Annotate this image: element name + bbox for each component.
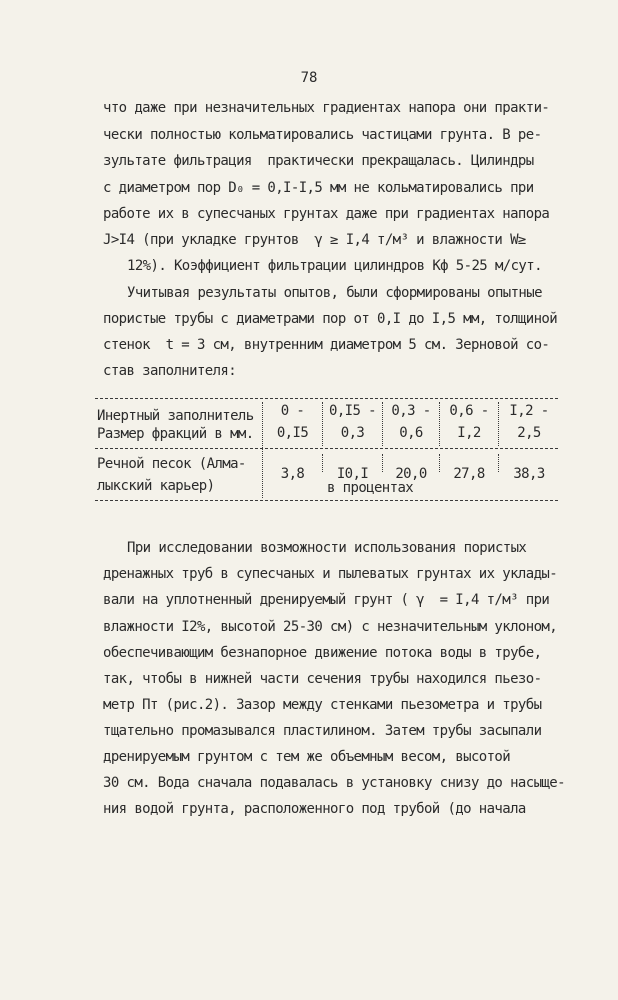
fraction-range-bottom: 0,I5: [276, 425, 309, 441]
column-divider: [382, 402, 383, 446]
column-divider: [498, 402, 499, 446]
fraction-range-top: 0,6 -: [449, 403, 489, 419]
column-divider: [498, 454, 499, 472]
column-divider: [262, 402, 263, 498]
text-line: дренажных труб в супесчаных и пылеватых грунтах их уклады-: [103, 566, 558, 582]
table-header-rule: [95, 448, 558, 449]
text-line: так, чтобы в нижней части сечения трубы находился пьезо-: [103, 671, 542, 687]
percent-value: I0,I: [336, 466, 369, 482]
text-line: тщательно промазывался пластилином. Затем трубы засыпали: [103, 723, 542, 739]
fraction-range-top: 0 -: [280, 403, 305, 419]
text-line: ния водой грунта, расположенного под трубой (до начала: [103, 801, 526, 817]
unit-note: в процентах: [327, 480, 414, 496]
table-row-label: Речной песок (Алма-: [97, 456, 246, 472]
percent-value: 38,3: [513, 466, 545, 482]
text-line: 12%). Коэффициент фильтрации цилиндров Кф 5-25 м/сут.: [127, 258, 542, 274]
text-line: влажности I2%, высотой 25-30 см) с незначительным уклоном,: [103, 619, 558, 635]
fraction-range-top: 0,I5 -: [329, 403, 376, 419]
fraction-range-bottom: 0,6: [399, 425, 423, 441]
text-line: пористые трубы с диаметрами пор от 0,I до I,5 мм, толщиной: [103, 311, 558, 327]
text-line: 30 см. Вода сначала подавалась в установку снизу до насыще-: [103, 775, 565, 791]
text-line: обеспечивающим безнапорное движение потока воды в трубе,: [103, 645, 542, 661]
percent-value: 27,8: [453, 466, 485, 482]
column-divider: [322, 402, 323, 446]
fraction-range-bottom: I,2: [457, 425, 481, 441]
text-line: стенок t = 3 см, внутренним диаметром 5 см. Зерновой со-: [103, 337, 550, 353]
table-bottom-rule: [95, 500, 558, 501]
text-line: зультате фильтрация практически прекращалась. Цилиндры: [103, 153, 534, 169]
table-header-label: Размер фракций в мм.: [97, 426, 254, 442]
column-divider: [439, 402, 440, 446]
column-divider: [322, 454, 323, 472]
text-line: что даже при незначительных градиентах напора они практи-: [103, 100, 550, 116]
text-line: метр Пт (рис.2). Зазор между стенками пьезометра и трубы: [103, 697, 542, 713]
text-line: При исследовании возможности использования пористых: [127, 540, 527, 556]
grain-composition-table: [95, 398, 558, 502]
text-line: дренируемым грунтом с тем же объемным весом, высотой: [103, 749, 511, 765]
column-divider: [439, 454, 440, 472]
page-number: 78: [300, 70, 318, 86]
text-line: чески полностью кольматировались частицами грунта. В ре-: [103, 127, 542, 143]
table-header-label: Инертный заполнитель: [97, 408, 254, 424]
column-divider: [382, 454, 383, 472]
text-line: Учитывая результаты опытов, были сформированы опытные: [127, 285, 542, 301]
percent-value: 20,0: [395, 466, 427, 482]
fraction-range-top: 0,3 -: [391, 403, 431, 419]
table-row-label: лыкский карьер): [97, 478, 215, 494]
percent-value: 3,8: [280, 466, 305, 482]
text-line: J>I4 (при укладке грунтов γ ≥ I,4 т/м³ и влажности W≥: [103, 232, 526, 248]
text-line: работе их в супесчаных грунтах даже при градиентах напора: [103, 206, 550, 222]
fraction-range-top: I,2 -: [509, 403, 549, 419]
text-line: став заполнителя:: [103, 363, 237, 379]
fraction-range-bottom: 0,3: [340, 425, 365, 441]
table-top-rule: [95, 398, 558, 399]
fraction-range-bottom: 2,5: [517, 425, 541, 441]
text-line: с диаметром пор D₀ = 0,I-I,5 мм не кольматировались при: [103, 180, 534, 196]
text-line: вали на уплотненный дренируемый грунт ( γ = I,4 т/м³ при: [103, 592, 550, 608]
